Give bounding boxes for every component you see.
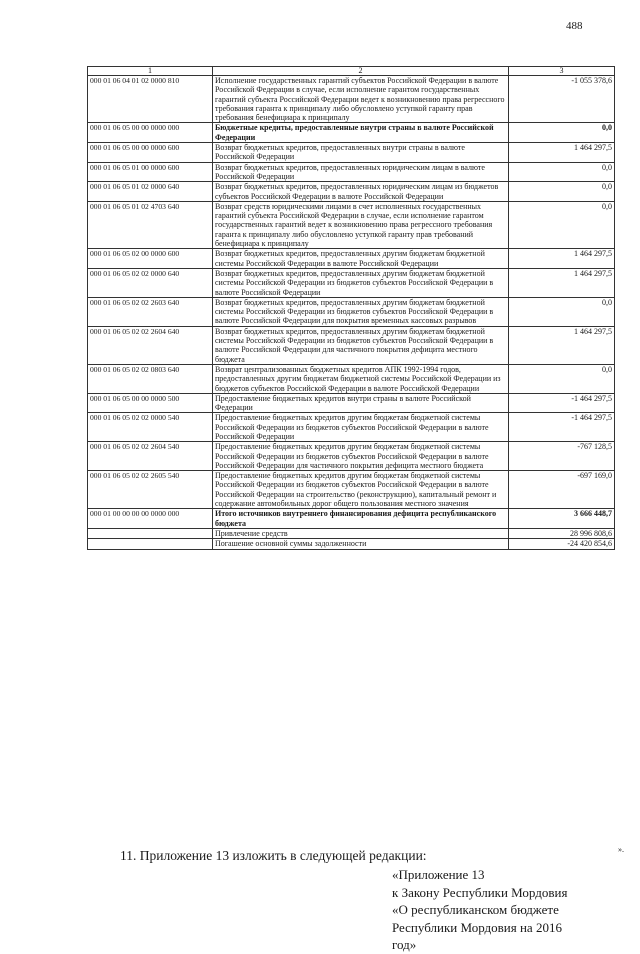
page-number: 488: [566, 20, 583, 32]
row-code-cell: 000 01 06 05 00 00 0000 600: [88, 143, 213, 163]
row-description-cell: Предоставление бюджетных кредитов другим бюджетам бюджетной системы Российской Федерации из бюджетов субъектов Российской Федерации в валюте Российской Федерации на строительство (реконструкцию), капитальный ремонт и содержание автомобильных дорог общего пользования местного значения: [213, 471, 509, 509]
table-row: [88, 297, 615, 326]
row-description-cell: Привлечение средств: [213, 528, 509, 538]
row-description-cell: Возврат бюджетных кредитов, предоставленных другим бюджетам бюджетной системы Российской Федерации из бюджетов субъектов Российской Федерации в валюте Российской Федерации для частичного покрытия дефицита местного бюджета: [213, 326, 509, 364]
table-row: [88, 471, 615, 509]
column-header-code: 1: [88, 67, 213, 76]
row-description-cell: Предоставление бюджетных кредитов внутри страны в валюте Российской Федерации: [213, 393, 509, 413]
row-code-cell: 000 01 06 05 00 00 0000 500: [88, 393, 213, 413]
table-row: [88, 393, 615, 413]
row-description-cell: Возврат бюджетных кредитов, предоставленных юридическим лицам в валюте Российской Федерации: [213, 162, 509, 182]
table-row: [88, 364, 615, 393]
row-description-cell: Возврат бюджетных кредитов, предоставленных другим бюджетам бюджетной системы Российской Федерации из бюджетов субъектов Российской Федерации в валюте Российской Федерации для покрытия временных кассовых разрывов: [213, 297, 509, 326]
column-header-description: 2: [213, 67, 509, 76]
appendix-line: «О республиканском бюджете: [392, 902, 559, 917]
row-description-cell: Возврат централизованных бюджетных кредитов АПК 1992-1994 годов, предоставленных другим бюджетам бюджетной системы Российской Федерации из бюджетов субъектов Российской Федерации в валюте Российской Федерации: [213, 364, 509, 393]
row-description-cell: Погашение основной суммы задолженности: [213, 539, 509, 549]
appendix-line: год»: [392, 937, 417, 952]
row-description-cell: Итого источников внутреннего финансирования дефицита республиканского бюджета: [213, 509, 509, 529]
row-amount-cell: 0,0: [509, 162, 615, 182]
table-row: [88, 182, 615, 202]
row-description-cell: Возврат бюджетных кредитов, предоставленных другим бюджетам бюджетной системы Российской Федерации в валюте Российской Федерации: [213, 249, 509, 269]
table-row: [88, 528, 615, 538]
table-header-row: [88, 67, 615, 76]
row-code-cell: [88, 528, 213, 538]
table-row: [88, 442, 615, 471]
row-code-cell: 000 01 00 00 00 00 0000 000: [88, 509, 213, 529]
row-code-cell: 000 01 06 05 01 02 4703 640: [88, 201, 213, 248]
row-description-cell: Предоставление бюджетных кредитов другим бюджетам бюджетной системы Российской Федерации из бюджетов субъектов Российской Федерации в валюте Российской Федерации для частичного покрытия дефицита местного бюджета: [213, 442, 509, 471]
table-row: [88, 143, 615, 163]
row-amount-cell: 1 464 297,5: [509, 143, 615, 163]
row-amount-cell: 1 464 297,5: [509, 249, 615, 269]
row-code-cell: 000 01 06 05 02 02 2604 640: [88, 326, 213, 364]
row-amount-cell: -1 464 297,5: [509, 413, 615, 442]
row-description-cell: Возврат бюджетных кредитов, предоставленных внутри страны в валюте Российской Федерации: [213, 143, 509, 163]
row-amount-cell: 0,0: [509, 364, 615, 393]
table-row: [88, 76, 615, 123]
row-code-cell: 000 01 06 05 01 02 0000 640: [88, 182, 213, 202]
row-amount-cell: 1 464 297,5: [509, 326, 615, 364]
table-row: [88, 123, 615, 143]
table-row: [88, 162, 615, 182]
row-code-cell: 000 01 06 05 01 00 0000 600: [88, 162, 213, 182]
table-row: [88, 201, 615, 248]
row-description-cell: Исполнение государственных гарантий субъектов Российской Федерации в валюте Российской Федерации в случае, если исполнение гарантом государственных гарантий субъекта Российской Федерации ведет к возникновению права регрессного требования гаранта к принципалу либо обусловлено уступкой гаранту прав требования бенефициара к принципалу: [213, 76, 509, 123]
row-amount-cell: 3 666 448,7: [509, 509, 615, 529]
appendix-line: «Приложение 13: [392, 867, 485, 882]
amendment-heading: 11. Приложение 13 изложить в следующей редакции:: [120, 848, 427, 863]
row-amount-cell: -697 169,0: [509, 471, 615, 509]
row-code-cell: [88, 539, 213, 549]
row-amount-cell: 28 996 808,6: [509, 528, 615, 538]
row-amount-cell: 0,0: [509, 182, 615, 202]
row-description-cell: Возврат бюджетных кредитов, предоставленных юридическим лицам из бюджетов субъектов Российской Федерации в валюте Российской Федерации: [213, 182, 509, 202]
table-row: [88, 249, 615, 269]
row-code-cell: 000 01 06 05 02 02 2603 640: [88, 297, 213, 326]
row-description-cell: Бюджетные кредиты, предоставленные внутри страны в валюте Российской Федерации: [213, 123, 509, 143]
row-amount-cell: -1 055 378,6: [509, 76, 615, 123]
table-row: [88, 268, 615, 297]
table-row: [88, 326, 615, 364]
row-amount-cell: 0,0: [509, 201, 615, 248]
row-amount-cell: -1 464 297,5: [509, 393, 615, 413]
table-row: [88, 413, 615, 442]
row-code-cell: 000 01 06 05 02 02 2605 540: [88, 471, 213, 509]
row-amount-cell: 1 464 297,5: [509, 268, 615, 297]
appendix-line: Республики Мордовия на 2016: [392, 919, 562, 935]
row-code-cell: 000 01 06 05 00 00 0000 000: [88, 123, 213, 143]
row-code-cell: 000 01 06 05 02 02 0000 540: [88, 413, 213, 442]
row-description-cell: Возврат средств юридическими лицами в счет исполненных государственных гарантий субъекта Российской Федерации в случае, если исполнение гарантом государственных гарантий ведет к возникновению права регрессного требования гаранта к принципалу либо обусловлено уступкой гаранту прав требований бенефициара к принципалу: [213, 201, 509, 248]
row-code-cell: 000 01 06 05 02 02 2604 540: [88, 442, 213, 471]
row-description-cell: Возврат бюджетных кредитов, предоставленных другим бюджетам бюджетной системы Российской Федерации из бюджетов субъектов Российской Федерации в валюте Российской Федерации: [213, 268, 509, 297]
column-header-amount: 3: [509, 67, 615, 76]
row-code-cell: 000 01 06 05 02 02 0000 640: [88, 268, 213, 297]
row-amount-cell: 0,0: [509, 297, 615, 326]
row-code-cell: 000 01 06 05 02 00 0000 600: [88, 249, 213, 269]
appendix-line: к Закону Республики Мордовия: [392, 884, 568, 900]
row-amount-cell: -24 420 854,6: [509, 539, 615, 549]
table-row: [88, 539, 615, 549]
table-row: [88, 509, 615, 529]
row-amount-cell: 0,0: [509, 123, 615, 143]
row-amount-cell: -767 128,5: [509, 442, 615, 471]
closing-quote-mark: ».: [618, 845, 624, 854]
financing-sources-table: [87, 66, 615, 550]
row-code-cell: 000 01 06 04 01 02 0000 810: [88, 76, 213, 123]
appendix-caption: [392, 866, 567, 954]
row-description-cell: Предоставление бюджетных кредитов другим бюджетам бюджетной системы Российской Федерации из бюджетов субъектов Российской Федерации в валюте Российской Федерации: [213, 413, 509, 442]
row-code-cell: 000 01 06 05 02 02 0803 640: [88, 364, 213, 393]
